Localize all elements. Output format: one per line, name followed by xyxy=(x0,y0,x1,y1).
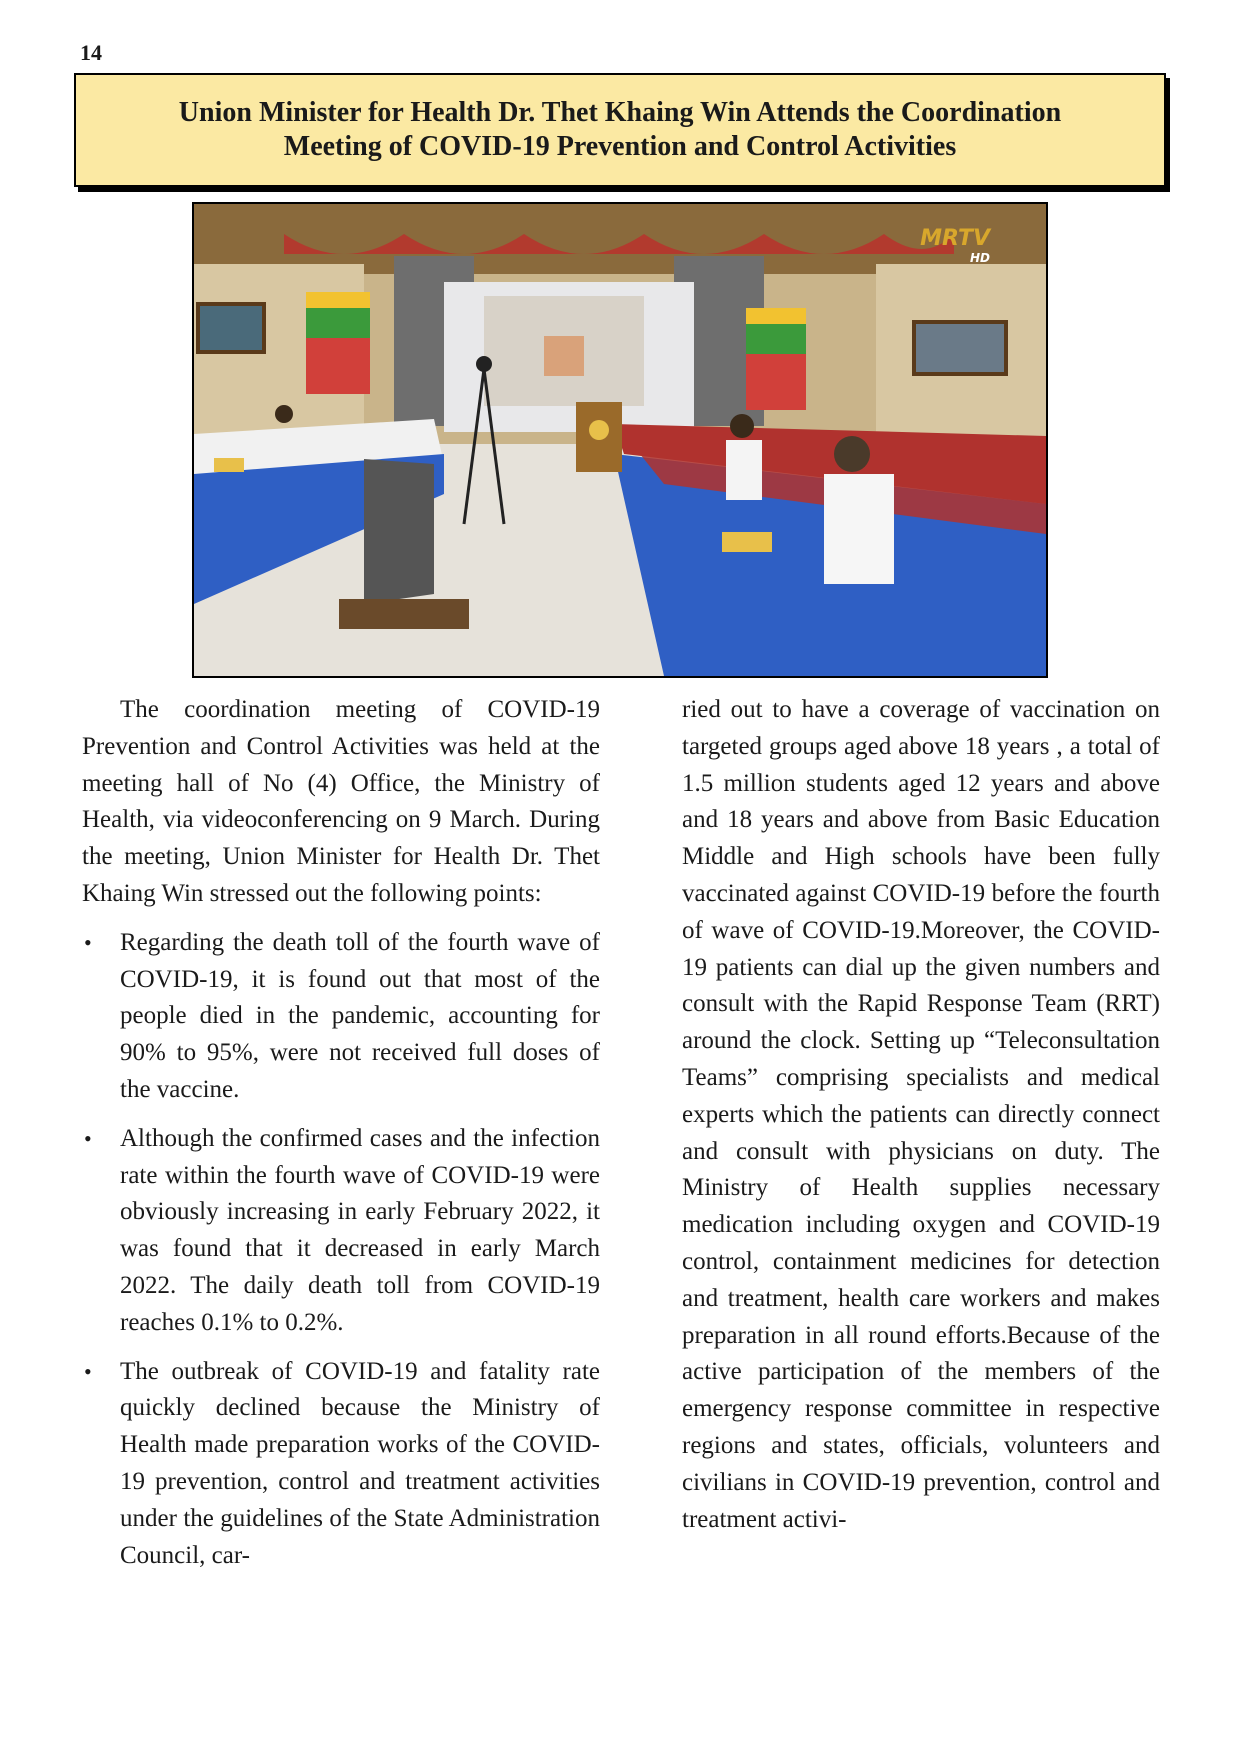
bullet-text: The outbreak of COVID-19 and fatality rate quickly declined because the Ministry of Health made preparation works of the COVID-19 prevention, control and treatment activities under the guidelines of the State Administration Council, car- xyxy=(120,1357,600,1569)
article-title-line-2: Meeting of COVID-19 Prevention and Control Activities xyxy=(283,131,957,162)
list-item xyxy=(82,1354,600,1575)
right-column xyxy=(682,692,1160,1538)
continuation-paragraph: ried out to have a coverage of vaccination on targeted groups aged above 18 years , a total of 1.5 million students aged 12 years and above and 18 years and above from Basic Education Middle and High schools have been fully vaccinated against COVID-19 before the fourth of wave of COVID-19.Moreover, the COVID-19 patients can dial up the given numbers and consult with the Rapid Response Team (RRT) around the clock. Setting up “Teleconsultation Teams” comprising specialists and medical experts which the patients can directly connect and consult with physicians on duty. The Ministry of Health supplies necessary medication including oxygen and COVID-19 control, containment medicines for detection and treatment, health care workers and makes preparation in all round efforts.Because of the active participation of the members of the emergency response committee in respective regions and states, officials, volunteers and civilians in COVID-19 prevention, control and treatment activi- xyxy=(682,696,1160,1533)
list-item xyxy=(82,1121,600,1342)
bullet-icon: • xyxy=(84,1358,92,1384)
article-title-box xyxy=(74,73,1166,187)
list-item xyxy=(82,925,600,1109)
article-title xyxy=(179,96,1061,164)
bullet-icon: • xyxy=(84,929,92,955)
watermark-sub: HD xyxy=(969,251,990,265)
key-points-list xyxy=(82,925,600,1575)
tv-watermark xyxy=(920,226,990,265)
article-title-line-1: Union Minister for Health Dr. Thet Khaing Win Attends the Coordination xyxy=(178,97,1062,128)
bullet-icon: • xyxy=(84,1125,92,1151)
intro-paragraph: The coordination meeting of COVID-19 Prevention and Control Activities was held at the meeting hall of No (4) Office, the Ministry of Health, via videoconferencing on 9 March. During the meeting, Union Minister for Health Dr. Thet Khaing Win stressed out the following points: xyxy=(82,696,600,907)
bullet-text: Regarding the death toll of the fourth wave of COVID-19, it is found out that most of the people died in the pandemic, accounting for 90% to 95%, were not received full doses of the vaccine. xyxy=(120,928,600,1103)
page-number: 14 xyxy=(80,40,102,65)
bullet-text: Although the confirmed cases and the infection rate within the fourth wave of COVID-19 were obviously increasing in early February 2022, it was found that it decreased in early March 2022. The daily death toll from COVID-19 reaches 0.1% to 0.2%. xyxy=(120,1124,600,1336)
meeting-photo xyxy=(192,202,1048,678)
left-column xyxy=(82,692,600,1574)
watermark-text: MRTV xyxy=(920,226,990,251)
meeting-hall-illustration xyxy=(194,204,1046,676)
